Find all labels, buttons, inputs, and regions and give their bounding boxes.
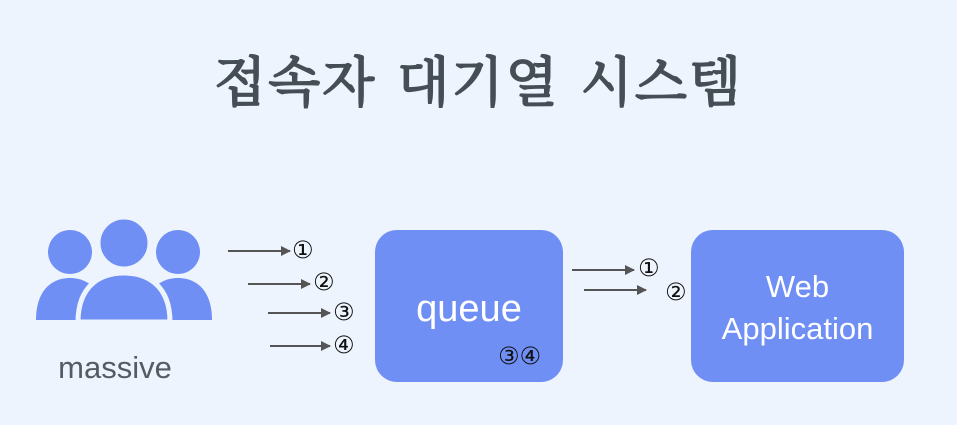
incoming-request-mark: ③ <box>333 298 355 326</box>
web-application-box <box>691 230 904 382</box>
web-application-label <box>691 266 904 350</box>
incoming-request-mark: ④ <box>333 331 355 359</box>
incoming-request-mark: ① <box>292 236 314 264</box>
incoming-request-mark: ② <box>313 268 335 296</box>
forwarded-request-mark: ① <box>638 254 660 282</box>
queue-box <box>375 230 563 382</box>
queue-pending-marks: ③④ <box>497 342 541 370</box>
queue-label: queue <box>416 288 522 330</box>
users-label: massive <box>58 350 172 385</box>
web-application-label-line1: Web <box>765 269 830 304</box>
web-application-label-line2: Application <box>721 311 874 346</box>
diagram-title: 접속자 대기열 시스템 <box>213 51 744 114</box>
forwarded-request-mark: ② <box>665 278 687 306</box>
